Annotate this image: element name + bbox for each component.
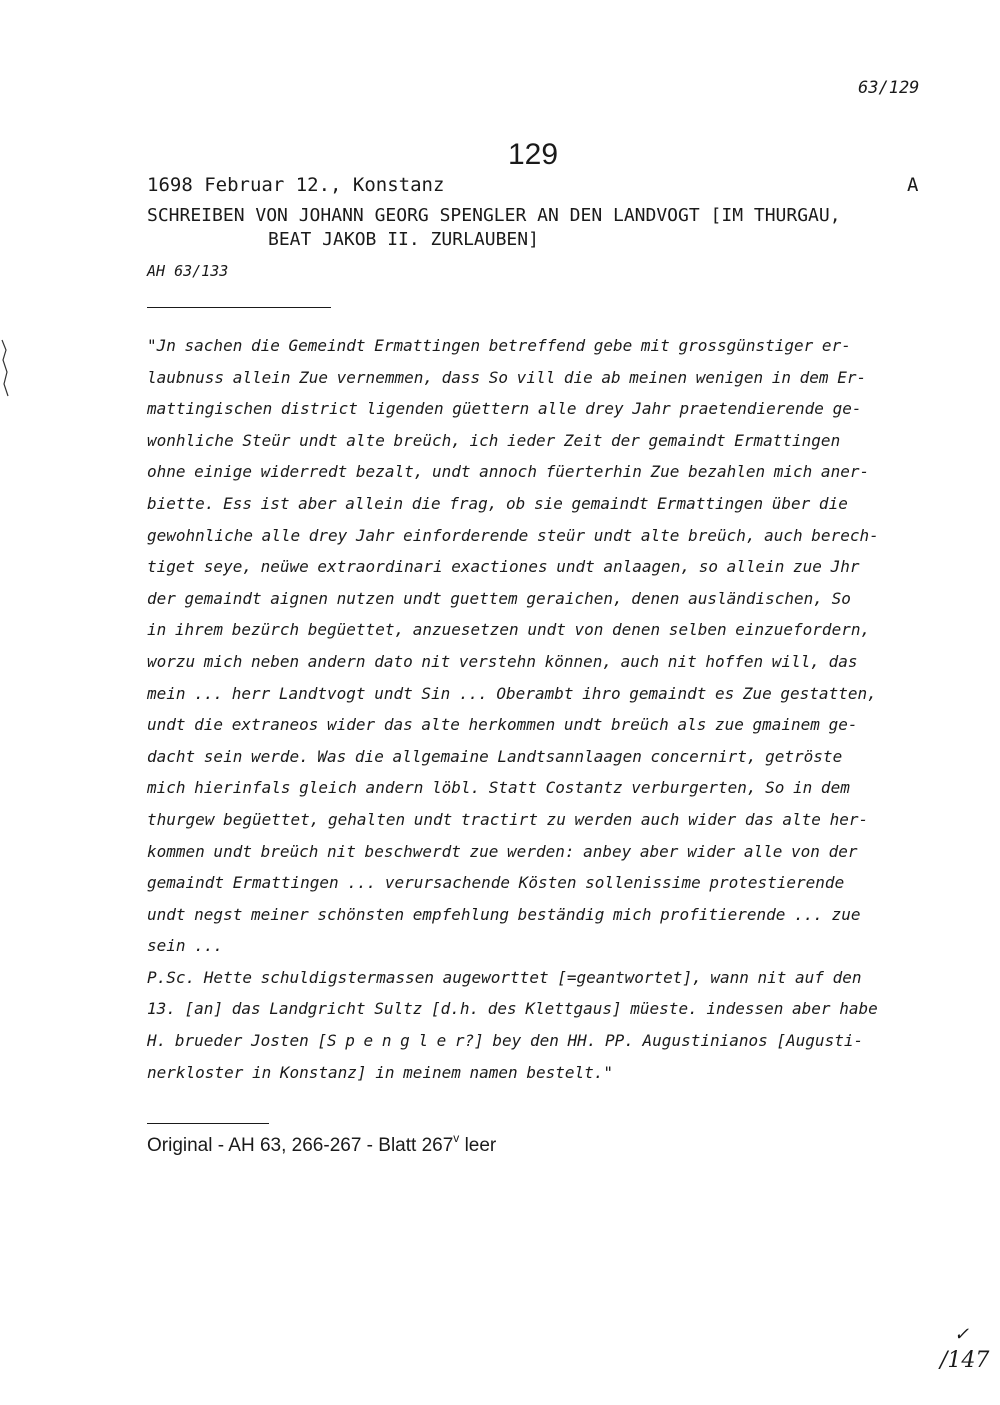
body-line: biette. Ess ist aber allein die frag, ob sie gemaindt Ermattingen über die xyxy=(147,493,848,513)
body-line: wonhliche Steür undt alte breüch, ich ieder Zeit der gemaindt Ermattingen xyxy=(147,430,841,450)
body-line: mein ... herr Landtvogt undt Sin ... Oberambt ihro gemaindt es Zue gestatten, xyxy=(147,683,877,703)
body-line: kommen undt breüch nit beschwerdt zue werden: anbey aber wider alle von der xyxy=(147,841,858,861)
body-line: undt die extraneos wider das alte herkommen undt breüch als zue gmainem ge- xyxy=(147,715,858,735)
document-heading-line-1: SCHREIBEN VON JOHANN GEORG SPENGLER AN DEN LANDVOGT [IM THURGAU, xyxy=(147,205,841,226)
body-line: in ihrem bezürch begüettet, anzuesetzen undt von denen selben einzuefordern, xyxy=(147,620,871,640)
body-line: mattingischen district ligenden güettern alle drey Jahr praetendierende ge- xyxy=(147,399,862,419)
date-place-line: 1698 Februar 12., Konstanz xyxy=(147,174,445,196)
body-line: der gemaindt aignen nutzen undt guettem geraichen, denen ausländischen, So xyxy=(147,588,851,608)
margin-scribble-icon xyxy=(0,338,10,400)
body-line: nerkloster in Konstanz] in meinem namen bestelt." xyxy=(147,1062,614,1082)
body-line: tiget seye, neüwe extraordinari exactiones undt anlaagen, so allein zue Jhr xyxy=(147,557,860,577)
body-line: "Jn sachen die Gemeindt Ermattingen betreffend gebe mit grossgünstiger er- xyxy=(147,336,851,355)
document-number: 129 xyxy=(508,138,559,171)
body-line: P.Sc. Hette schuldigstermassen augeworttet [=geantwortet], wann nit auf den xyxy=(147,967,862,987)
body-line: worzu mich neben andern dato nit verstehn können, auch nit hoffen will, das xyxy=(147,651,858,671)
body-line: sein ... xyxy=(147,936,224,956)
separator-rule-bottom xyxy=(147,1123,269,1124)
footnote-text: Original - AH 63, 266-267 - Blatt 267 xyxy=(147,1135,454,1156)
archive-reference: AH 63/133 xyxy=(147,262,229,280)
body-line: 13. [an] das Landgricht Sultz [d.h. des Klettgaus] müeste. indessen aber habe xyxy=(147,999,878,1019)
document-heading-line-2: BEAT JAKOB II. ZURLAUBEN] xyxy=(268,229,539,250)
body-line: dacht sein werde. Was die allgemaine Landtsannlaagen concernirt, getröste xyxy=(147,746,843,766)
footnote-suffix: leer xyxy=(459,1135,497,1156)
body-line: H. brueder Josten [S p e n g l e r?] bey den HH. PP. Augustinianos [Augusti- xyxy=(147,1031,864,1051)
handwritten-folio-number: /147 xyxy=(940,1348,990,1373)
separator-rule-top xyxy=(147,307,331,308)
body-line: gewohnliche alle drey Jahr einforderende steür undt alte breüch, auch berech- xyxy=(147,525,879,545)
body-line: laubnuss allein Zue vernemmen, dass So vill die ab meinen wenigen in dem Er- xyxy=(147,367,867,387)
body-line: mich hierinfals gleich andern löbl. Statt Costantz verburgerten, So in dem xyxy=(147,778,850,798)
check-mark-icon: ✓ xyxy=(954,1324,970,1345)
section-letter: A xyxy=(907,174,919,196)
page-reference: 63/129 xyxy=(858,78,920,98)
body-line: undt negst meiner schönsten empfehlung beständig mich profitierende ... zue xyxy=(147,904,861,924)
verso-superscript: v xyxy=(453,1131,460,1145)
source-footnote xyxy=(147,1131,496,1157)
body-line: ohne einige widerredt bezalt, undt annoch füerterhin Zue bezahlen mich aner- xyxy=(147,462,870,482)
body-line: thurgew begüettet, gehalten undt tractirt zu werden auch wider das alte her- xyxy=(147,809,869,829)
body-line: gemaindt Ermattingen ... verursachende Kösten sollenissime protestierende xyxy=(147,873,845,893)
letter-body xyxy=(147,330,947,1088)
handwritten-folio-note xyxy=(940,1324,990,1373)
